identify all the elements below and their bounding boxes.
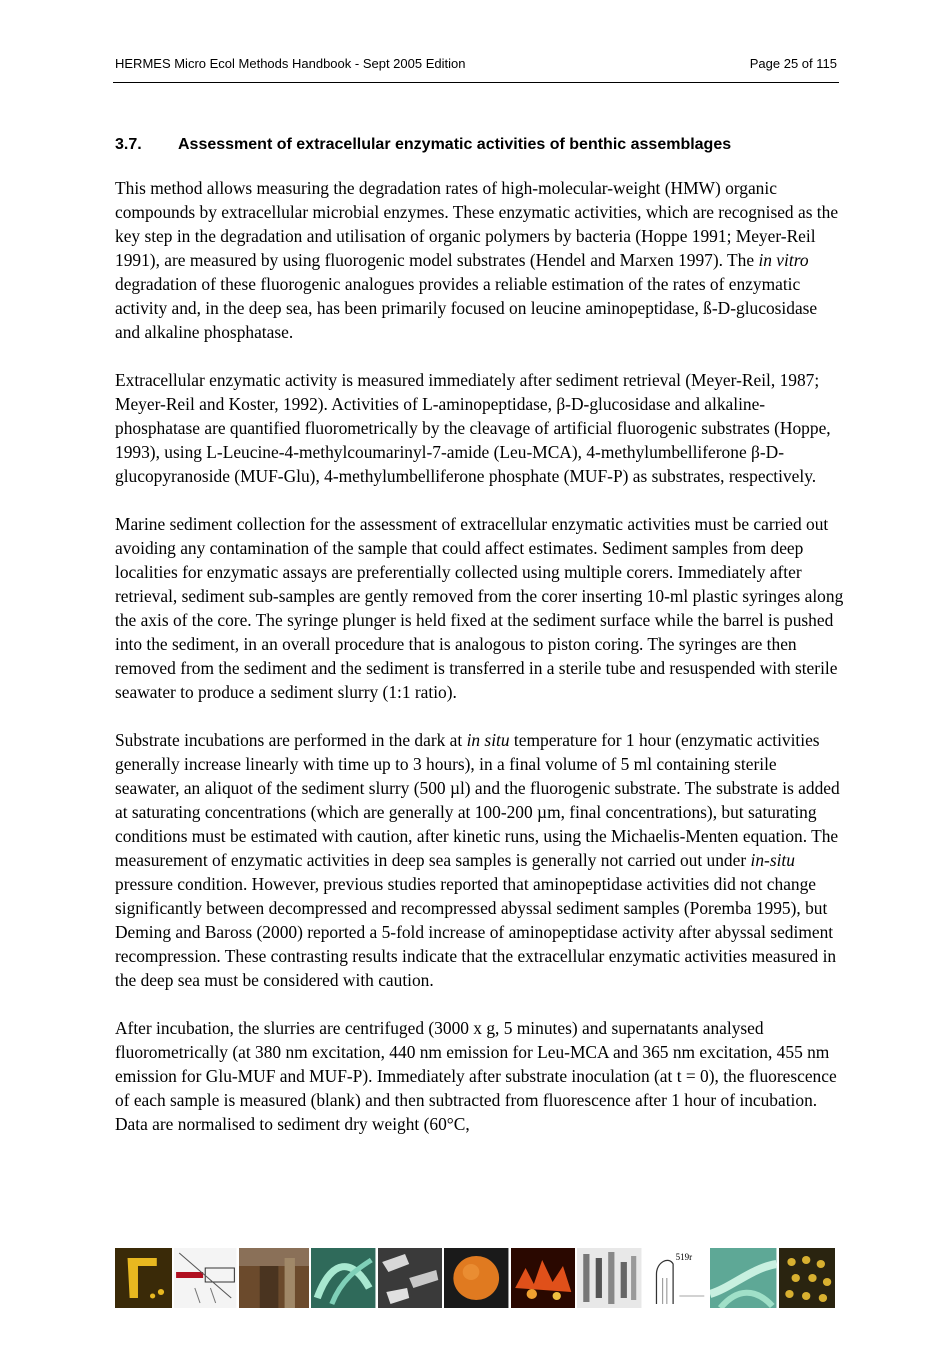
rna-structure-label: 519r xyxy=(675,1252,693,1262)
rna-structure-image xyxy=(644,1248,708,1308)
paragraph-4-italic-2: in-situ xyxy=(750,850,795,870)
paragraph-4-text-a: Substrate incubations are performed in the dark at xyxy=(115,730,467,750)
footer-image-strip xyxy=(115,1248,835,1308)
paragraph-3: Marine sediment collection for the assessment of extracellular enzymatic activities must be carried out avoiding any contamination of the sample that could affect estimates. Sediment samples from deep localities for enzymatic assays are preferentially collected using multiple corers. Immediately after retrieval, sediment sub-samples are gently removed from the corer inserting 10-ml plastic syringes along the axis of the core. The syringe plunger is held fixed at the sediment surface while the barrel is pushed into the sediment, in an overall procedure that is analogous to piston coring. The syringes are then removed from the sediment and the sediment is transferred in a sterile tube and resuspended with sterile seawater to produce a sediment slurry (1:1 ratio). xyxy=(115,514,844,702)
header-divider xyxy=(113,82,839,83)
fire-pattern-image xyxy=(511,1248,575,1308)
electrophoresis-image xyxy=(577,1248,641,1308)
fluorescent-filament-image xyxy=(311,1248,375,1308)
micrograph-image xyxy=(378,1248,442,1308)
body-text xyxy=(115,176,845,1136)
section-heading xyxy=(115,136,839,154)
gel-bands-image xyxy=(174,1248,236,1308)
section-title: Assessment of extracellular enzymatic activities of benthic assemblages xyxy=(178,136,732,153)
paragraph-4-italic-1: in situ xyxy=(466,730,510,750)
paragraph-4-text-c: pressure condition. However, previous studies reported that aminopeptidase activities did not change significantly between decompressed and recompressed abyssal sediment samples (Poremba 1995), but Deming and Baross (2000) reported a 5-fold increase of aminopeptidase activity after abyssal sediment recompression. These contrasting results indicate that the extracellular enzymatic activities measured in the deep sea must be considered with caution. xyxy=(115,874,837,990)
page-header xyxy=(115,56,837,71)
yellow-cells-image xyxy=(779,1248,835,1308)
paragraph-2: Extracellular enzymatic activity is measured immediately after sediment retrieval (Meyer-Reil, 1987; Meyer-Reil and Koster, 1992). Activities of L-aminopeptidase, β-D-glucosidase and alkaline-phosphatase are quantified fluorometrically by the cleavage of artificial fluorogenic substrates (Hoppe, 1993), using L-Leucine-4-methylcoumarinyl-7-amide (Leu-MCA), 4-methylumbelliferone β-D-glucopyranoside (MUF-Glu), 4-methylumbelliferone phosphate (MUF-P) as substrates, respectively. xyxy=(115,370,831,486)
yellow-bacteria-image xyxy=(115,1248,172,1308)
paragraph-4-text-b: temperature for 1 hour (enzymatic activities generally increase linearly with time up to 3 hours), in a final volume of 5 ml containing sterile seawater, an aliquot of the sediment slurry (500 µl) and the fluorogenic substrate. The substrate is added at saturating concentrations (which are generally at 100-200 µm, final concentrations), but saturating conditions must be estimated with caution, after kinetic runs, using the Michaelis-Menten equation. The measurement of enzymatic activities in deep sea samples is generally not carried out under xyxy=(115,730,840,870)
orange-colony-image xyxy=(444,1248,508,1308)
paragraph-1-text-b: degradation of these fluorogenic analogues provides a reliable estimation of the rates of enzymatic activity and, in the deep sea, has been primarily focused on leucine aminopeptidase, ß-D-glucosidase and alkaline phosphatase. xyxy=(115,274,818,342)
page-number: Page 25 of 115 xyxy=(749,56,837,71)
sediment-core-image xyxy=(239,1248,309,1308)
green-filaments-image xyxy=(710,1248,776,1308)
paragraph-1-text-a: This method allows measuring the degradation rates of high-molecular-weight (HMW) organic compounds by extracellular microbial enzymes. These enzymatic activities, which are recognised as the key step in the degradation and utilisation of organic polymers by bacteria (Hoppe 1991; Meyer-Reil 1991), are measured by using fluorogenic model substrates (Hendel and Marxen 1997). The xyxy=(115,178,839,270)
section-number: 3.7. xyxy=(115,136,142,153)
document-title: HERMES Micro Ecol Methods Handbook - Sept 2005 Edition xyxy=(115,56,466,71)
paragraph-1 xyxy=(115,176,845,344)
paragraph-4 xyxy=(115,728,845,992)
paragraph-5: After incubation, the slurries are centrifuged (3000 x g, 5 minutes) and supernatants analysed fluorometrically (at 380 nm excitation, 440 nm emission for Leu-MCA and 365 nm excitation, 455 nm emission for Glu-MUF and MUF-P). Immediately after substrate inoculation (at t = 0), the fluorescence of each sample is measured (blank) and then subtracted from fluorescence after 1 hour of incubation. Data are normalised to sediment dry weight (60°C, xyxy=(115,1018,837,1134)
paragraph-1-italic: in vitro xyxy=(758,250,809,270)
